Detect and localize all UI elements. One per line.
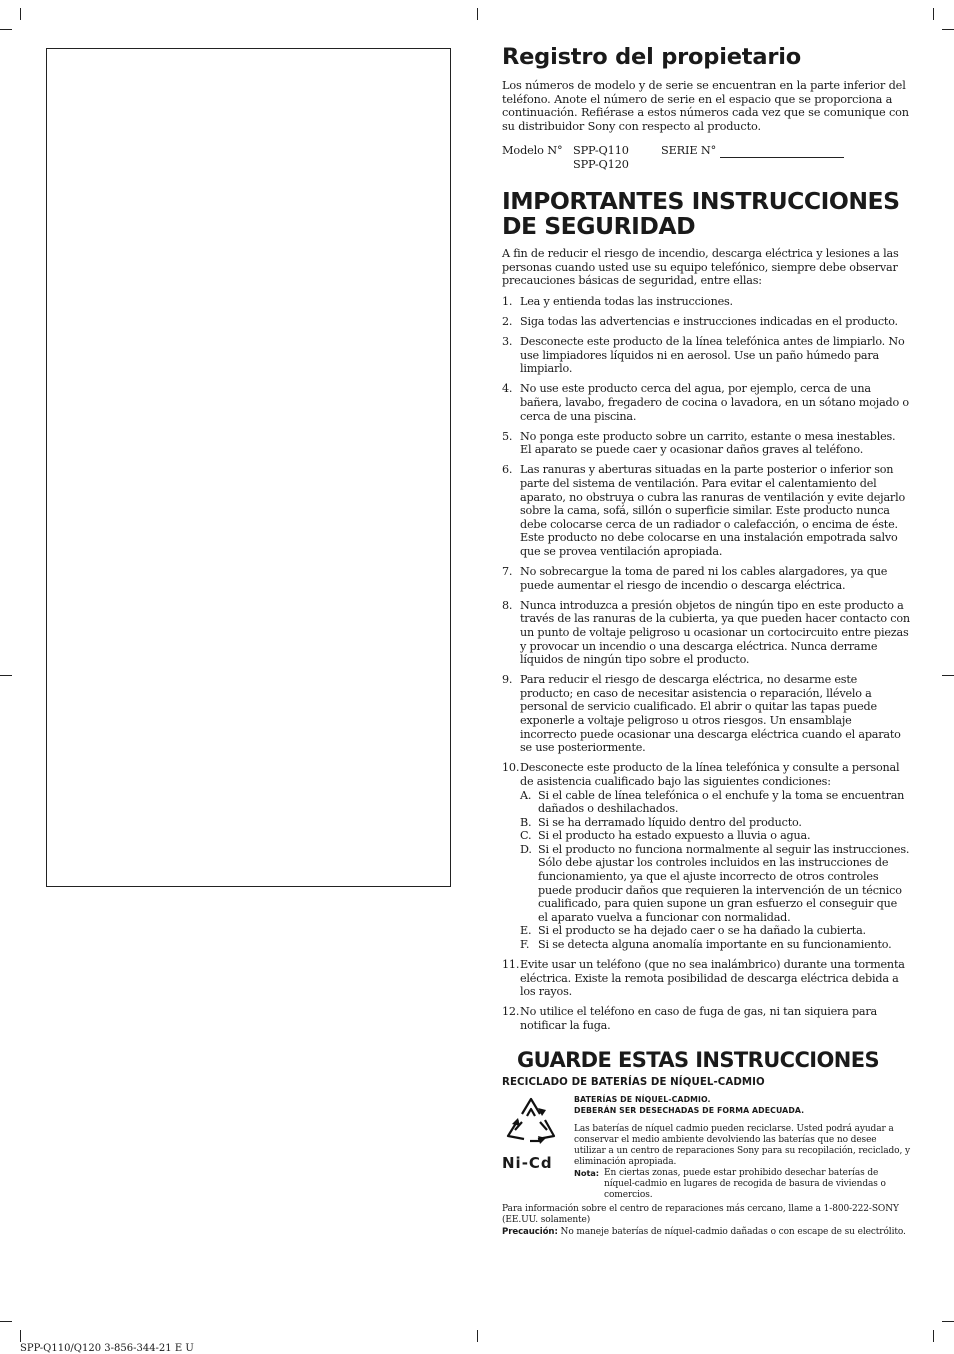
caution-text: No maneje baterías de níquel-cadmio dañadas o con escape de su electrólito. [560,1226,906,1237]
crop-mark [477,1330,478,1342]
item-text: No use este producto cerca del agua, por ejemplo, cerca de una bañera, lavabo, fregadero de cocina o lavadora, en un sótano mojado o cerca de una piscina. [520,382,909,423]
recycling-note [574,1168,910,1201]
sub-item-text: Si se detecta alguna anomalía importante en su funcionamiento. [538,938,892,952]
list-item [502,295,910,309]
service-center-info: Para información sobre el centro de reparaciones más cercano, llame a 1-800-222-SONY (EE.UU. solamente) [502,1203,899,1225]
crop-mark [0,1321,12,1322]
crop-mark [933,8,934,20]
crop-mark [0,675,12,676]
list-item [502,315,910,329]
list-item [502,761,910,951]
note-text: En ciertas zonas, puede estar prohibido desechar baterías de níquel-cadmio en lugares de recogida de basura de viviendas o comercios. [604,1167,886,1200]
item-text: Nunca introduzca a presión objetos de ningún tipo en este producto a través de las ranuras de la cubierta, ya que pueden hacer contacto con un punto de voltaje peligroso u ocasionar un cortocircuito entre piezas y provocar un incendio o una descarga eléctrica. Nunca derrame líquidos de ningún tipo sobre el producto. [520,598,910,667]
crop-mark [20,1330,21,1342]
serial-number-blank [720,144,844,158]
sub-list-item [520,924,910,938]
item-number: 8. [502,598,513,612]
item-number: 7. [502,565,513,579]
sub-item-letter: B. [520,815,532,829]
list-item [502,599,910,667]
item-text: Desconecte este producto de la línea telefónica y consulte a personal de asistencia cualificado bajo las siguientes condiciones: [520,761,900,788]
item-number: 3. [502,335,513,349]
sub-item-text: Si el producto no funciona normalmente al seguir las instrucciones. [538,842,910,856]
sub-item-letter: A. [520,788,532,802]
save-instructions-title: GUARDE ESTAS INSTRUCCIONES [517,1047,880,1072]
blank-panel [46,48,451,887]
item-text: Siga todas las advertencias e instrucciones indicadas en el producto. [520,315,898,329]
instruction-column [502,44,910,1238]
recycling-title: RECICLADO DE BATERÍAS DE NÍQUEL-CADMIO [502,1076,765,1088]
sub-item-text: Si el cable de línea telefónica o el enchufe y la toma se encuentran dañados o deshilachados. [538,788,905,816]
sub-item-letter: F. [520,938,530,952]
item-number: 10. [502,761,520,775]
owner-record-title: Registro del propietario [502,44,801,70]
item-number: 4. [502,382,513,396]
note-label: Nota: [574,1167,600,1178]
sub-item-note: Sólo debe ajustar los controles incluidos en las instrucciones de funcionamiento, ya que el ajuste incorrecto de otros controles puede producir daños que requieren la intervención de un técnico cualificado, para quien supone un gran esfuerzo el conseguir que el aparato vuelva a funcionar con normalidad. [538,856,902,924]
sub-item-text: Si el producto se ha dejado caer o se ha dañado la cubierta. [538,924,866,938]
list-item [502,565,910,592]
sub-list-item [520,843,910,925]
safety-title: IMPORTANTES INSTRUCCIONES DE SEGURIDAD [502,187,900,241]
model-number: SPP-Q120 [573,157,629,171]
list-item [502,958,910,999]
nicd-label: Ni-Cd [502,1153,553,1172]
document-code: SPP-Q110/Q120 3-856-344-21 E U [20,1343,194,1354]
item-number: 9. [502,673,513,687]
list-item [502,335,910,376]
crop-mark [942,675,954,676]
sub-item-letter: E. [520,924,532,938]
crop-mark [933,1330,934,1342]
sub-item-text: Si el producto ha estado expuesto a lluvia o agua. [538,829,811,843]
item-text: Las ranuras y aberturas situadas en la parte posterior o inferior son parte del sistema de ventilación. Para evitar el calentamiento del aparato, no obstruya o cubra las ranuras de ventilación y evite dejarlo sobre la cama, sofá, sillón o superficie similar. Este producto nunca debe colocarse cerca de un radiador o calefacción, o encima de éste. Este producto no debe colocarse en una instalación empotrada salvo que se provea ventilación apropiada. [520,463,905,558]
owner-record-intro: Los números de modelo y de serie se encuentran en la parte inferior del teléfono. Anote el número de serie en el espacio que se proporciona a continuación. Refiérase a estos números cada vez que se comunique con su distribuidor Sony con respecto al producto. [502,79,909,134]
item-text: Evite usar un teléfono (que no sea inalámbrico) durante una tormenta eléctrica. Existe la remota posibilidad de descarga eléctrica debida a los rayos. [520,958,905,999]
item-text: Desconecte este producto de la línea telefónica antes de limpiarlo. No use limpiadores líquidos ni en aerosol. Use un paño húmedo para limpiarlo. [520,335,905,376]
safety-list [502,295,910,1033]
item-text: Lea y entienda todas las instrucciones. [520,295,733,308]
sub-list-item [520,816,910,830]
model-label: Modelo N° [502,143,563,157]
item-text: No utilice el teléfono en caso de fuga de gas, ni tan siquiera para notificar la fuga. [520,1005,878,1032]
crop-mark [0,29,12,30]
sub-item-letter: C. [520,829,532,843]
item-text: Para reducir el riesgo de descarga eléctrica, no desarme este producto; en caso de necesitar asistencia o reparación, llévelo a personal de servicio cualificado. El abrir o quitar las tapas puede exponerle a voltaje peligroso u otros riesgos. Un ensamblaje incorrecto puede ocasionar una descarga eléctrica cuando el aparato se use posteriormente. [520,673,901,755]
list-item [502,673,910,755]
list-item [502,382,910,423]
sub-list-item [520,829,910,843]
recycling-block [502,1094,910,1201]
condition-list [520,789,910,952]
item-text: No ponga este producto sobre un carrito, estante o mesa inestables. El aparato se puede caer y ocasionar daños graves al teléfono. [520,429,896,457]
model-number: SPP-Q110 [573,143,629,157]
item-number: 2. [502,315,513,329]
sub-list-item [520,938,910,952]
recycling-warning-line: DEBERÁN SER DESECHADAS DE FORMA ADECUADA. [574,1105,805,1115]
caution-label: Precaución: [502,1226,558,1237]
recycling-warning-line: BATERÍAS DE NÍQUEL-CADMIO. [574,1094,711,1104]
crop-mark [942,29,954,30]
caution-line [502,1227,910,1238]
nicd-logo [502,1094,574,1201]
list-item [502,430,910,457]
item-number: 5. [502,429,513,443]
crop-mark [477,8,478,20]
item-text: No sobrecargue la toma de pared ni los cables alargadores, ya que puede aumentar el riesgo de incendio o descarga eléctrica. [520,565,888,592]
item-number: 11. [502,958,520,972]
model-serial-row [502,144,910,171]
sub-list-item [520,789,910,816]
sub-item-text: Si se ha derramado líquido dentro del producto. [538,815,802,829]
crop-mark [942,1321,954,1322]
list-item [502,1005,910,1032]
recycling-body: Las baterías de níquel cadmio pueden reciclarse. Usted podrá ayudar a conservar el medio ambiente devolviendo las baterías que no desee utilizar a un centro de reparaciones Sony para su recopilación, reciclado, y eliminación apropiada. [574,1123,910,1167]
recycling-info [574,1094,910,1201]
item-number: 1. [502,295,513,308]
list-item [502,463,910,558]
recycle-icon [502,1094,560,1150]
serial-label: SERIE N° [661,143,717,157]
sub-item-letter: D. [520,842,532,856]
item-number: 6. [502,463,513,477]
model-numbers [573,144,661,171]
crop-mark [20,8,21,20]
safety-intro: A fin de reducir el riesgo de incendio, descarga eléctrica y lesiones a las personas cuando usted use su equipo telefónico, siempre debe observar precauciones básicas de seguridad, entre ellas: [502,247,899,288]
item-number: 12. [502,1005,520,1019]
